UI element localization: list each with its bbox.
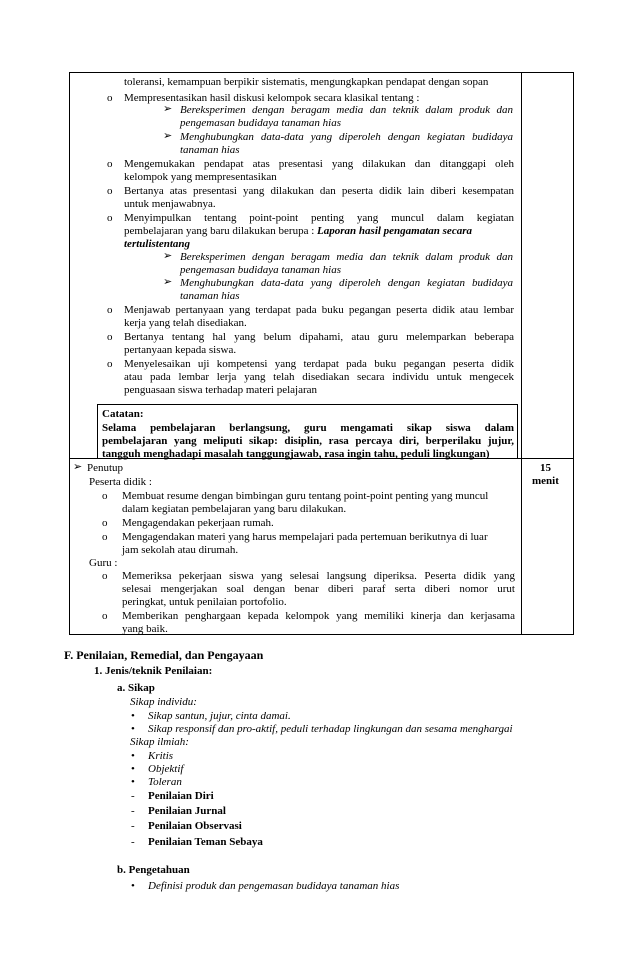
sikap-ilmiah-item: Kritis bbox=[148, 750, 174, 762]
inti-item-menjawab: Menjawab pertanyaan yang terdapat pada buku pegangan peserta didik atau lembar bbox=[124, 304, 514, 316]
section-f-heading: F. Penilaian, Remedial, dan Pengayaan bbox=[64, 648, 264, 662]
penutup-item-cont: dalam kegiatan pembelajaran yang baru dilakukan. bbox=[122, 503, 347, 515]
dot-bullet-icon: • bbox=[131, 750, 135, 762]
inti-item-cont: atau pada lembar lerja yang telah disediakan secara individu untuk mengecek bbox=[124, 371, 514, 383]
penilaian-type: Penilaian Diri bbox=[148, 790, 214, 802]
inti-subitem: Menghubungkan data-data yang diperoleh dengan kegiatan budidaya bbox=[180, 277, 513, 289]
penutup-guru-item: Memeriksa pekerjaan siswa yang selesai langsung diperiksa. Peserta didik yang bbox=[122, 570, 515, 582]
catatan-box-top bbox=[97, 404, 518, 405]
sikap-individu-item: Sikap santun, jujur, cinta damai. bbox=[148, 710, 291, 722]
inti-item-uji: Menyelesaikan uji kompetensi yang terdapat pada buku pegangan peserta didik bbox=[124, 358, 514, 370]
circle-bullet-icon: o bbox=[102, 570, 108, 582]
inti-item-bertanya: Bertanya atas presentasi yang dilakukan dan peserta didik lain diberi kesempatan bbox=[124, 185, 514, 197]
inti-item-cont: kerja yang telah disediakan. bbox=[124, 317, 247, 329]
penutup-item-cont: jam sekolah atau dirumah. bbox=[122, 544, 239, 556]
circle-bullet-icon: o bbox=[107, 358, 113, 370]
inti-subitem: Menghubungkan data-data yang diperoleh dengan kegiatan budidaya bbox=[180, 131, 513, 143]
pengetahuan-label: b. Pengetahuan bbox=[117, 864, 190, 876]
sikap-ilmiah-label: Sikap ilmiah: bbox=[130, 736, 189, 748]
catatan-line: pembelajaran yang meliputi sikap: disiplin, rasa percaya diri, berperilaku jujur, bbox=[102, 435, 514, 447]
circle-bullet-icon: o bbox=[107, 158, 113, 170]
pengetahuan-item: Definisi produk dan pengemasan budidaya tanaman hias bbox=[148, 880, 400, 892]
inti-item-cont-normal: pembelajaran yang baru dilakukan berupa : bbox=[124, 225, 315, 237]
catatan-box-right bbox=[517, 404, 518, 458]
table-border-left bbox=[69, 72, 70, 635]
laporan-emphasis: Laporan hasil pengamatan secara bbox=[317, 225, 472, 237]
dash-bullet-icon: - bbox=[131, 790, 135, 802]
catatan-line: Selama pembelajaran berlangsung, guru mengamati sikap siswa dalam bbox=[102, 422, 514, 434]
penutup-item: Mengagendakan materi yang harus mempelajari pada pertemuan berikutnya di luar bbox=[122, 531, 488, 543]
arrow-bullet-icon: ➢ bbox=[163, 130, 173, 142]
inti-subitem-cont: tanaman hias bbox=[180, 290, 240, 302]
dot-bullet-icon: • bbox=[131, 763, 135, 775]
inti-item-cont-bold: tertulistentang bbox=[124, 238, 191, 250]
dot-bullet-icon: • bbox=[131, 776, 135, 788]
circle-bullet-icon: o bbox=[107, 212, 113, 224]
circle-bullet-icon: o bbox=[102, 610, 108, 622]
penutup-time-unit: menit bbox=[532, 475, 559, 487]
penutup-item: Membuat resume dengan bimbingan guru tentang point-point penting yang muncul bbox=[122, 490, 489, 502]
arrow-bullet-icon: ➢ bbox=[73, 461, 83, 473]
inti-subitem: Bereksperimen dengan beragam media dan teknik dalam produk dan bbox=[180, 104, 513, 116]
penutup-guru-label: Guru : bbox=[89, 557, 118, 569]
sikap-individu-label: Sikap individu: bbox=[130, 696, 197, 708]
circle-bullet-icon: o bbox=[107, 331, 113, 343]
circle-bullet-icon: o bbox=[102, 531, 108, 543]
inti-item-presentasi: Mempresentasikan hasil diskusi kelompok secara klasikal tentang : bbox=[124, 92, 420, 104]
inti-subitem-cont: tanaman hias bbox=[180, 144, 240, 156]
inti-subitem-cont: pengemasan budidaya tanaman hias bbox=[180, 117, 342, 129]
table-border-top bbox=[69, 72, 574, 73]
table-border-divider bbox=[521, 72, 522, 635]
penutup-time-value: 15 bbox=[540, 462, 551, 474]
penilaian-type: Penilaian Observasi bbox=[148, 820, 242, 832]
dot-bullet-icon: • bbox=[131, 723, 135, 735]
dash-bullet-icon: - bbox=[131, 805, 135, 817]
arrow-bullet-icon: ➢ bbox=[163, 103, 173, 115]
sikap-ilmiah-item: Toleran bbox=[148, 776, 182, 788]
catatan-box-left bbox=[97, 404, 98, 458]
penutup-guru-item-cont: peringkat, untuk penilaian portofolio. bbox=[122, 596, 287, 608]
inti-subitem: Bereksperimen dengan beragam media dan teknik dalam produk dan bbox=[180, 251, 513, 263]
penilaian-type: Penilaian Jurnal bbox=[148, 805, 226, 817]
inti-item-cont: kelompok yang mempresentasikan bbox=[124, 171, 277, 183]
inti-line: toleransi, kemampuan berpikir sistematis, mengungkapkan pendapat dengan sopan bbox=[124, 76, 489, 88]
inti-item-cont bbox=[124, 225, 472, 238]
circle-bullet-icon: o bbox=[107, 185, 113, 197]
table-border-right bbox=[573, 72, 574, 635]
inti-subitem-cont: pengemasan budidaya tanaman hias bbox=[180, 264, 342, 276]
circle-bullet-icon: o bbox=[107, 92, 113, 104]
dash-bullet-icon: - bbox=[131, 820, 135, 832]
arrow-bullet-icon: ➢ bbox=[163, 250, 173, 262]
penilaian-type: Penilaian Teman Sebaya bbox=[148, 836, 263, 848]
catatan-line: tangguh menghadapi masalah tanggungjawab, rasa ingin tahu, peduli lingkungan) bbox=[102, 448, 490, 460]
inti-item-cont: pertanyaan kepada siswa. bbox=[124, 344, 237, 356]
penutup-title: Penutup bbox=[87, 462, 124, 474]
inti-item-pendapat: Mengemukakan pendapat atas presentasi yang dilakukan dan ditanggapi oleh bbox=[124, 158, 514, 170]
circle-bullet-icon: o bbox=[107, 304, 113, 316]
inti-item-cont: penguasaan siswa terhadap materi pelajaran bbox=[124, 384, 318, 396]
catatan-title: Catatan: bbox=[102, 408, 144, 420]
circle-bullet-icon: o bbox=[102, 517, 108, 529]
arrow-bullet-icon: ➢ bbox=[163, 276, 173, 288]
penutup-peserta-label: Peserta didik : bbox=[89, 476, 152, 488]
dash-bullet-icon: - bbox=[131, 836, 135, 848]
dot-bullet-icon: • bbox=[131, 880, 135, 892]
dot-bullet-icon: • bbox=[131, 710, 135, 722]
penilaian-item-1: 1. Jenis/teknik Penilaian: bbox=[94, 665, 213, 677]
sikap-individu-item: Sikap responsif dan pro-aktif, peduli terhadap lingkungan dan sesama menghargai bbox=[148, 723, 513, 735]
penutup-guru-item: Memberikan penghargaan kepada kelompok yang memiliki kinerja dan kerjasama bbox=[122, 610, 515, 622]
inti-item-cont: untuk menjawabnya. bbox=[124, 198, 216, 210]
circle-bullet-icon: o bbox=[102, 490, 108, 502]
inti-item-menyimpulkan: Menyimpulkan tentang point-point penting yang muncul dalam kegiatan bbox=[124, 212, 514, 224]
penutup-item: Mengagendakan pekerjaan rumah. bbox=[122, 517, 274, 529]
sikap-ilmiah-item: Objektif bbox=[148, 763, 184, 775]
inti-item-tanya: Bertanya tentang hal yang belum dipahami, atau guru melemparkan beberapa bbox=[124, 331, 514, 343]
sikap-label: a. Sikap bbox=[117, 682, 155, 694]
penutup-guru-item-cont: selesai mengerjakan soal dengan benar diberi paraf serta diberi nomor urut bbox=[122, 583, 515, 595]
penutup-guru-item-cont: yang baik. bbox=[122, 623, 168, 635]
